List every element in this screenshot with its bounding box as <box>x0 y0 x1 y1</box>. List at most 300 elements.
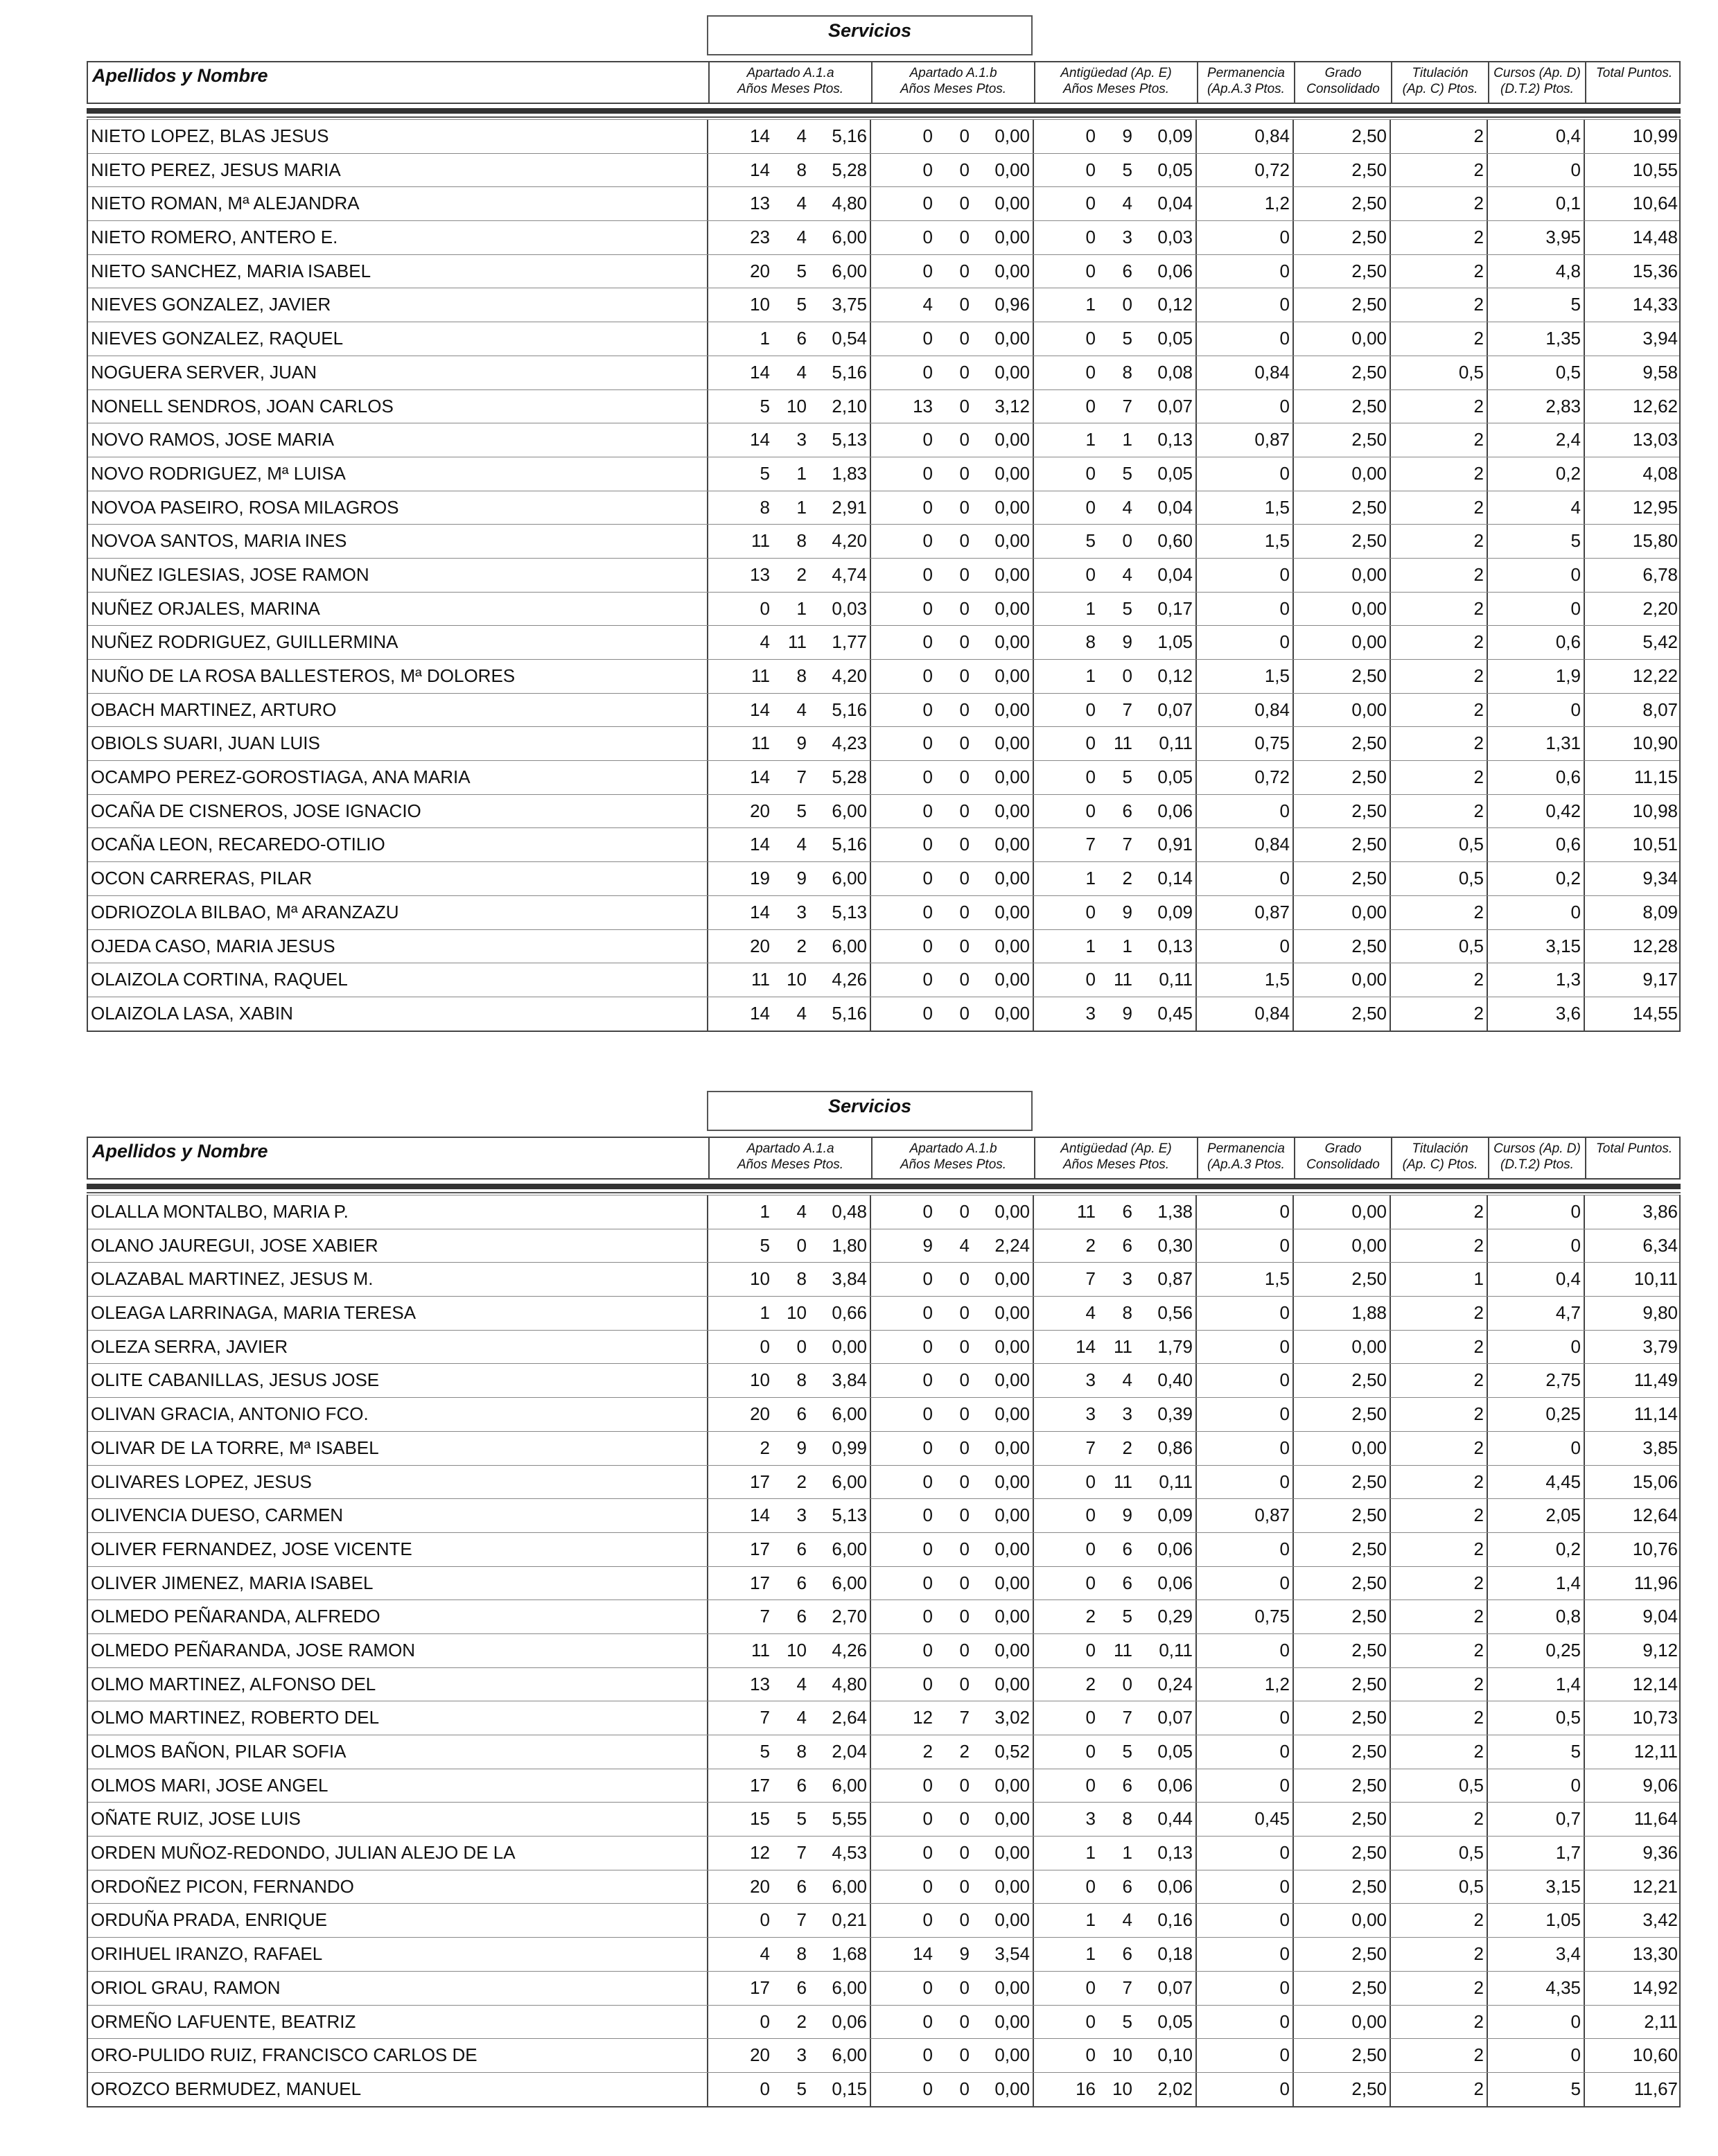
cell-antig-meses: 6 <box>1122 800 1132 821</box>
cell-total: 4,08 <box>1642 462 1678 484</box>
cell-a1a-anos: 4 <box>760 1943 770 1965</box>
cell-total: 9,17 <box>1642 969 1678 990</box>
apartado-a1b-header-line: Apartado A.1.b <box>909 66 997 80</box>
applicant-name: ORIOL GRAU, RAMON <box>91 1977 281 1998</box>
cell-antig-anos: 3 <box>1085 1403 1096 1425</box>
cell-grado: 2,50 <box>1351 159 1387 180</box>
antiguedad-header <box>1034 1138 1197 1178</box>
cell-cursos: 0,6 <box>1555 834 1581 855</box>
cell-antig-meses: 6 <box>1122 1774 1132 1796</box>
table-row <box>88 491 1679 525</box>
applicant-name: OLIVAR DE LA TORRE, Mª ISABEL <box>91 1437 379 1458</box>
cell-a1b-ptos: 0,96 <box>994 294 1030 315</box>
cell-a1b-anos: 0 <box>922 1572 933 1593</box>
cell-antig-ptos: 0,09 <box>1157 125 1193 146</box>
column-header-row <box>87 1137 1681 1180</box>
cell-grado: 2,50 <box>1351 1707 1387 1728</box>
cell-antig-ptos: 0,13 <box>1157 1842 1193 1864</box>
table-row <box>88 1363 1679 1397</box>
table-row <box>88 220 1679 254</box>
cell-antig-ptos: 0,11 <box>1159 969 1193 990</box>
cell-a1b-meses: 0 <box>959 1268 970 1290</box>
cell-antig-anos: 1 <box>1085 429 1096 450</box>
table-row <box>88 895 1679 929</box>
cell-titulacion: 2 <box>1473 1201 1484 1222</box>
table-row <box>88 659 1679 693</box>
cell-grado: 2,50 <box>1351 1471 1387 1492</box>
cell-antig-anos: 1 <box>1085 1842 1096 1864</box>
cell-antig-ptos: 0,12 <box>1157 294 1193 315</box>
cell-antig-anos: 0 <box>1085 496 1096 518</box>
cell-antig-anos: 1 <box>1085 935 1096 956</box>
cell-grado: 0,00 <box>1351 2010 1387 2032</box>
cell-cursos: 2,83 <box>1545 395 1581 417</box>
cursos-header-line: (D.T.2) Ptos. <box>1500 1157 1574 1172</box>
cell-a1b-anos: 0 <box>922 1639 933 1660</box>
cell-antig-anos: 0 <box>1085 1741 1096 1762</box>
table-row <box>88 1431 1679 1465</box>
cell-cursos: 1,35 <box>1545 328 1581 349</box>
cell-a1a-meses: 2 <box>796 1471 807 1492</box>
applicant-name: NIETO ROMAN, Mª ALEJANDRA <box>91 193 360 214</box>
cell-cursos: 0,42 <box>1545 800 1581 821</box>
cell-a1b-meses: 0 <box>959 1403 970 1425</box>
cell-total: 6,34 <box>1642 1234 1678 1256</box>
table-row <box>88 929 1679 963</box>
cell-a1b-meses: 0 <box>959 227 970 248</box>
applicant-name: NIETO LOPEZ, BLAS JESUS <box>91 125 329 146</box>
table-row <box>88 153 1679 187</box>
cell-a1a-anos: 1 <box>760 1201 770 1222</box>
cell-antig-meses: 5 <box>1122 462 1132 484</box>
cell-cursos: 5 <box>1570 2078 1581 2099</box>
table-row <box>88 457 1679 491</box>
applicant-name: NIEVES GONZALEZ, RAQUEL <box>91 328 344 349</box>
cell-grado: 2,50 <box>1351 935 1387 956</box>
applicant-name: ORDUÑA PRADA, ENRIQUE <box>91 1909 327 1931</box>
grado-consolidado-header <box>1294 1138 1391 1178</box>
cell-antig-ptos: 0,06 <box>1157 800 1193 821</box>
cell-cursos: 0 <box>1570 2044 1581 2066</box>
cell-a1a-ptos: 1,68 <box>832 1943 867 1965</box>
cell-grado: 2,50 <box>1351 1369 1387 1391</box>
cell-permanencia: 0 <box>1279 935 1290 956</box>
cell-a1a-anos: 12 <box>750 1842 770 1864</box>
antiguedad-header-line: Años Meses Ptos. <box>1062 1157 1170 1172</box>
cell-a1a-anos: 20 <box>750 800 770 821</box>
cell-a1b-meses: 0 <box>959 563 970 585</box>
cell-total: 3,85 <box>1642 1437 1678 1458</box>
cell-cursos: 3,15 <box>1545 1875 1581 1897</box>
table-row <box>88 1498 1679 1532</box>
cell-antig-anos: 3 <box>1085 1002 1096 1024</box>
cell-a1a-anos: 14 <box>750 834 770 855</box>
cell-a1b-anos: 12 <box>913 1707 933 1728</box>
table-row <box>88 1296 1679 1330</box>
cell-total: 3,94 <box>1642 328 1678 349</box>
grado-consolidado-header-line: Grado <box>1324 66 1362 80</box>
cell-total: 10,73 <box>1632 1707 1678 1728</box>
cell-permanencia: 0 <box>1279 1774 1290 1796</box>
cell-grado: 2,50 <box>1351 496 1387 518</box>
titulacion-header-line: (Ap. C) Ptos. <box>1402 1157 1478 1172</box>
cell-a1b-ptos: 0,00 <box>994 1875 1030 1897</box>
cell-antig-ptos: 0,05 <box>1157 462 1193 484</box>
applicant-name: NUÑO DE LA ROSA BALLESTEROS, Mª DOLORES <box>91 665 516 686</box>
cell-a1b-ptos: 2,24 <box>994 1234 1030 1256</box>
cell-a1b-anos: 0 <box>922 496 933 518</box>
cell-a1b-ptos: 0,00 <box>994 665 1030 686</box>
cell-cursos: 3,15 <box>1545 935 1581 956</box>
cell-a1b-ptos: 0,00 <box>994 530 1030 552</box>
cell-a1b-anos: 0 <box>922 1774 933 1796</box>
cell-titulacion: 2 <box>1473 665 1484 686</box>
cell-a1a-anos: 14 <box>750 429 770 450</box>
cell-antig-ptos: 0,07 <box>1157 1977 1193 1998</box>
cell-a1a-ptos: 5,13 <box>832 901 867 922</box>
antiguedad-header-line: Antigüedad (Ap. E) <box>1060 66 1172 80</box>
cell-antig-anos: 4 <box>1085 1302 1096 1324</box>
cell-a1a-ptos: 0,66 <box>832 1302 867 1324</box>
cell-a1a-ptos: 6,00 <box>832 935 867 956</box>
table-row <box>88 356 1679 389</box>
cell-a1a-anos: 11 <box>751 733 770 754</box>
table-row <box>88 1870 1679 1904</box>
cell-cursos: 0,2 <box>1555 868 1581 889</box>
cell-a1b-ptos: 0,00 <box>994 766 1030 788</box>
cell-titulacion: 2 <box>1473 1505 1484 1526</box>
cell-cursos: 0,25 <box>1545 1403 1581 1425</box>
cell-total: 10,64 <box>1632 193 1678 214</box>
table-row <box>88 1971 1679 2005</box>
header-rule-thin <box>87 1192 1681 1193</box>
cell-a1b-ptos: 0,00 <box>994 1471 1030 1492</box>
cell-antig-anos: 0 <box>1085 328 1096 349</box>
applicant-name: OLALLA MONTALBO, MARIA P. <box>91 1201 349 1222</box>
cell-permanencia: 0 <box>1279 260 1290 281</box>
cell-cursos: 0 <box>1570 159 1581 180</box>
cell-grado: 2,50 <box>1351 361 1387 383</box>
cell-permanencia: 0,72 <box>1254 766 1290 788</box>
cell-grado: 0,00 <box>1351 1234 1387 1256</box>
cell-a1a-anos: 5 <box>760 1741 770 1762</box>
cell-a1a-anos: 14 <box>750 1002 770 1024</box>
cell-antig-ptos: 0,24 <box>1157 1673 1193 1694</box>
cell-titulacion: 2 <box>1473 462 1484 484</box>
cell-a1a-meses: 2 <box>796 2010 807 2032</box>
cell-antig-anos: 0 <box>1085 193 1096 214</box>
cell-antig-meses: 2 <box>1122 1437 1132 1458</box>
cell-cursos: 3,4 <box>1555 1943 1581 1965</box>
cell-total: 12,64 <box>1632 1505 1678 1526</box>
cell-a1a-ptos: 0,06 <box>832 2010 867 2032</box>
cell-a1a-meses: 1 <box>796 462 807 484</box>
cell-total: 10,55 <box>1632 159 1678 180</box>
apartado-a1b-header <box>871 62 1034 103</box>
cell-a1a-meses: 10 <box>787 1302 807 1324</box>
cell-a1a-ptos: 0,48 <box>832 1201 867 1222</box>
cell-a1b-anos: 0 <box>922 361 933 383</box>
applicant-name: OLANO JAUREGUI, JOSE XABIER <box>91 1234 378 1256</box>
servicios-header: Servicios <box>707 1091 1033 1131</box>
cell-antig-anos: 0 <box>1085 800 1096 821</box>
applicant-name: OBIOLS SUARI, JUAN LUIS <box>91 733 320 754</box>
cell-total: 12,11 <box>1633 1741 1678 1762</box>
cell-cursos: 0,25 <box>1545 1639 1581 1660</box>
cell-permanencia: 0 <box>1279 2044 1290 2066</box>
cell-antig-meses: 5 <box>1122 2010 1132 2032</box>
cell-a1b-anos: 0 <box>922 2010 933 2032</box>
cell-a1b-meses: 0 <box>959 1437 970 1458</box>
table-row <box>88 2038 1679 2072</box>
cell-total: 12,62 <box>1632 395 1678 417</box>
cell-a1b-anos: 0 <box>922 1002 933 1024</box>
cell-total: 10,76 <box>1632 1538 1678 1559</box>
cell-total: 13,03 <box>1632 429 1678 450</box>
cell-titulacion: 2 <box>1473 1943 1484 1965</box>
cell-a1a-ptos: 4,80 <box>832 193 867 214</box>
applicant-name: OLITE CABANILLAS, JESUS JOSE <box>91 1369 380 1391</box>
cell-a1b-meses: 0 <box>959 1538 970 1559</box>
cell-antig-anos: 7 <box>1085 1268 1096 1290</box>
cell-a1a-ptos: 4,53 <box>832 1842 867 1864</box>
cell-a1a-meses: 4 <box>796 1002 807 1024</box>
cell-a1b-ptos: 3,02 <box>994 1707 1030 1728</box>
cell-grado: 2,50 <box>1351 193 1387 214</box>
cell-a1b-anos: 0 <box>922 563 933 585</box>
cell-antig-anos: 0 <box>1085 2010 1096 2032</box>
cell-antig-anos: 0 <box>1085 1538 1096 1559</box>
cell-titulacion: 2 <box>1473 563 1484 585</box>
cell-total: 14,48 <box>1632 227 1678 248</box>
cell-permanencia: 0,84 <box>1254 361 1290 383</box>
cell-cursos: 1,05 <box>1545 1909 1581 1931</box>
cell-antig-anos: 0 <box>1085 395 1096 417</box>
grado-consolidado-header-line: Consolidado <box>1306 1157 1380 1172</box>
cell-antig-anos: 14 <box>1076 1335 1096 1357</box>
cell-a1a-meses: 8 <box>796 1369 807 1391</box>
permanencia-header-line: Permanencia <box>1207 1141 1285 1156</box>
cell-a1a-anos: 20 <box>750 260 770 281</box>
cell-a1b-anos: 0 <box>922 631 933 653</box>
cell-grado: 2,50 <box>1351 1505 1387 1526</box>
cell-permanencia: 0 <box>1279 1302 1290 1324</box>
cell-antig-meses: 7 <box>1122 834 1132 855</box>
cell-a1b-ptos: 3,12 <box>994 395 1030 417</box>
cell-a1a-meses: 5 <box>796 260 807 281</box>
cell-a1b-anos: 0 <box>922 2044 933 2066</box>
cell-antig-anos: 0 <box>1085 733 1096 754</box>
applicant-name: ORDEN MUÑOZ-REDONDO, JULIAN ALEJO DE LA <box>91 1842 516 1864</box>
applicant-name: ORO-PULIDO RUIZ, FRANCISCO CARLOS DE <box>91 2044 477 2066</box>
cell-a1b-ptos: 0,00 <box>994 361 1030 383</box>
cell-titulacion: 2 <box>1473 766 1484 788</box>
cell-antig-anos: 1 <box>1085 1909 1096 1931</box>
cell-antig-anos: 0 <box>1085 1875 1096 1897</box>
cell-titulacion: 2 <box>1473 125 1484 146</box>
cell-a1b-anos: 0 <box>922 1268 933 1290</box>
cell-cursos: 3,6 <box>1555 1002 1581 1024</box>
table-row <box>88 1229 1679 1263</box>
cell-permanencia: 0 <box>1279 868 1290 889</box>
cell-cursos: 1,4 <box>1555 1572 1581 1593</box>
cell-permanencia: 0,84 <box>1254 1002 1290 1024</box>
cell-grado: 2,50 <box>1351 1403 1387 1425</box>
cell-grado: 2,50 <box>1351 834 1387 855</box>
cell-a1b-anos: 0 <box>922 733 933 754</box>
cell-permanencia: 0 <box>1279 1572 1290 1593</box>
cell-antig-anos: 1 <box>1085 294 1096 315</box>
cell-cursos: 0 <box>1570 1335 1581 1357</box>
table-row <box>88 625 1679 659</box>
cell-a1b-ptos: 0,00 <box>994 429 1030 450</box>
cell-a1a-anos: 0 <box>760 1909 770 1931</box>
table-row <box>88 1465 1679 1499</box>
cell-a1b-ptos: 0,00 <box>994 800 1030 821</box>
cell-a1a-anos: 14 <box>750 125 770 146</box>
cell-grado: 2,50 <box>1351 1875 1387 1897</box>
cell-a1a-anos: 13 <box>750 563 770 585</box>
cell-a1a-meses: 5 <box>796 294 807 315</box>
applicant-name: NIETO ROMERO, ANTERO E. <box>91 227 338 248</box>
cell-a1b-meses: 0 <box>959 766 970 788</box>
cell-total: 12,14 <box>1632 1673 1678 1694</box>
cell-grado: 2,50 <box>1351 429 1387 450</box>
cell-a1a-ptos: 5,16 <box>832 361 867 383</box>
cell-titulacion: 2 <box>1473 1234 1484 1256</box>
cell-total: 9,12 <box>1642 1639 1678 1660</box>
cell-permanencia: 0 <box>1279 2010 1290 2032</box>
cell-a1b-ptos: 0,00 <box>994 834 1030 855</box>
cell-antig-ptos: 0,06 <box>1157 1774 1193 1796</box>
cell-antig-ptos: 0,11 <box>1159 733 1193 754</box>
total-puntos-header <box>1585 62 1682 103</box>
cell-a1a-ptos: 3,84 <box>832 1268 867 1290</box>
cell-a1b-anos: 0 <box>922 1437 933 1458</box>
cell-grado: 0,00 <box>1351 462 1387 484</box>
cell-antig-ptos: 0,12 <box>1157 665 1193 686</box>
applicant-name: OLMEDO PEÑARANDA, JOSE RAMON <box>91 1639 416 1660</box>
cell-total: 3,86 <box>1642 1201 1678 1222</box>
cell-total: 9,36 <box>1642 1842 1678 1864</box>
cell-permanencia: 0 <box>1279 294 1290 315</box>
cell-a1b-anos: 0 <box>922 1403 933 1425</box>
apartado-a1b-header-line: Años Meses Ptos. <box>900 82 1007 96</box>
cell-a1b-ptos: 0,00 <box>994 1774 1030 1796</box>
cell-a1b-anos: 4 <box>922 294 933 315</box>
cell-a1a-ptos: 6,00 <box>832 2044 867 2066</box>
cell-permanencia: 0 <box>1279 1943 1290 1965</box>
cell-a1a-ptos: 5,16 <box>832 1002 867 1024</box>
cell-antig-meses: 4 <box>1122 1909 1132 1931</box>
cell-a1a-ptos: 4,80 <box>832 1673 867 1694</box>
table-row <box>88 2072 1679 2106</box>
cell-a1a-meses: 7 <box>796 1842 807 1864</box>
cell-antig-anos: 2 <box>1085 1234 1096 1256</box>
cell-grado: 2,50 <box>1351 227 1387 248</box>
cell-a1a-ptos: 4,74 <box>832 563 867 585</box>
cell-antig-ptos: 0,06 <box>1157 1875 1193 1897</box>
cell-total: 9,80 <box>1642 1302 1678 1324</box>
cell-antig-ptos: 0,08 <box>1157 361 1193 383</box>
total-puntos-header-line: Total Puntos. <box>1595 66 1673 80</box>
cell-grado: 2,50 <box>1351 766 1387 788</box>
cell-antig-ptos: 0,07 <box>1157 1707 1193 1728</box>
cell-a1b-meses: 0 <box>959 1774 970 1796</box>
cell-a1a-meses: 6 <box>796 328 807 349</box>
cell-a1a-meses: 4 <box>796 227 807 248</box>
cell-a1b-ptos: 0,00 <box>994 159 1030 180</box>
cell-a1a-meses: 5 <box>796 1808 807 1830</box>
cell-antig-ptos: 0,06 <box>1157 260 1193 281</box>
cell-antig-meses: 1 <box>1122 429 1132 450</box>
cell-a1a-anos: 14 <box>750 699 770 720</box>
cell-antig-meses: 5 <box>1122 328 1132 349</box>
cell-antig-meses: 9 <box>1122 1002 1132 1024</box>
cell-permanencia: 0 <box>1279 1741 1290 1762</box>
cell-cursos: 1,9 <box>1555 665 1581 686</box>
cell-antig-anos: 0 <box>1085 2044 1096 2066</box>
cell-permanencia: 1,5 <box>1264 665 1290 686</box>
cell-a1b-meses: 0 <box>959 1471 970 1492</box>
cell-a1b-meses: 0 <box>959 294 970 315</box>
permanencia-header-line: (Ap.A.3 Ptos. <box>1207 82 1285 96</box>
cell-a1a-anos: 20 <box>750 1875 770 1897</box>
total-puntos-header-line: Total Puntos. <box>1595 1141 1673 1156</box>
applicant-name: OCAÑA LEON, RECAREDO-OTILIO <box>91 834 385 855</box>
applicant-name: OLIVER FERNANDEZ, JOSE VICENTE <box>91 1538 412 1559</box>
apartado-a1a-header-line: Apartado A.1.a <box>746 1141 834 1156</box>
cell-a1a-anos: 13 <box>750 193 770 214</box>
cell-a1b-meses: 7 <box>959 1707 970 1728</box>
cell-antig-meses: 7 <box>1122 1707 1132 1728</box>
cell-antig-anos: 0 <box>1085 563 1096 585</box>
cell-a1b-anos: 0 <box>922 834 933 855</box>
applicant-name: OLEZA SERRA, JAVIER <box>91 1335 288 1357</box>
cell-permanencia: 0,87 <box>1254 1505 1290 1526</box>
cell-cursos: 2,05 <box>1545 1505 1581 1526</box>
cell-permanencia: 0 <box>1279 1234 1290 1256</box>
cell-a1b-ptos: 0,00 <box>994 1909 1030 1931</box>
cell-a1b-meses: 0 <box>959 631 970 653</box>
cell-antig-ptos: 0,05 <box>1157 1741 1193 1762</box>
cell-cursos: 4 <box>1570 496 1581 518</box>
cell-antig-ptos: 0,13 <box>1157 935 1193 956</box>
apartado-a1b-header <box>871 1138 1034 1178</box>
cell-antig-meses: 0 <box>1122 294 1132 315</box>
applicant-name: OÑATE RUIZ, JOSE LUIS <box>91 1808 301 1830</box>
cell-a1b-ptos: 3,54 <box>994 1943 1030 1965</box>
applicant-name: NOGUERA SERVER, JUAN <box>91 361 317 383</box>
cell-antig-meses: 7 <box>1122 699 1132 720</box>
cell-a1b-ptos: 0,00 <box>994 699 1030 720</box>
cell-a1a-anos: 11 <box>751 1639 770 1660</box>
table-row <box>88 760 1679 794</box>
cell-a1b-meses: 0 <box>959 1369 970 1391</box>
cell-a1b-meses: 0 <box>959 1572 970 1593</box>
cell-cursos: 0,6 <box>1555 631 1581 653</box>
cell-total: 12,22 <box>1632 665 1678 686</box>
titulacion-header <box>1391 62 1488 103</box>
cell-a1a-meses: 4 <box>796 193 807 214</box>
cell-antig-meses: 4 <box>1122 496 1132 518</box>
cell-antig-meses: 11 <box>1114 733 1132 754</box>
apartado-a1a-header-line: Años Meses Ptos. <box>737 1157 844 1172</box>
total-puntos-header <box>1585 1138 1682 1178</box>
cell-titulacion: 2 <box>1473 1909 1484 1931</box>
cell-a1a-meses: 5 <box>796 2078 807 2099</box>
cell-antig-anos: 0 <box>1085 699 1096 720</box>
